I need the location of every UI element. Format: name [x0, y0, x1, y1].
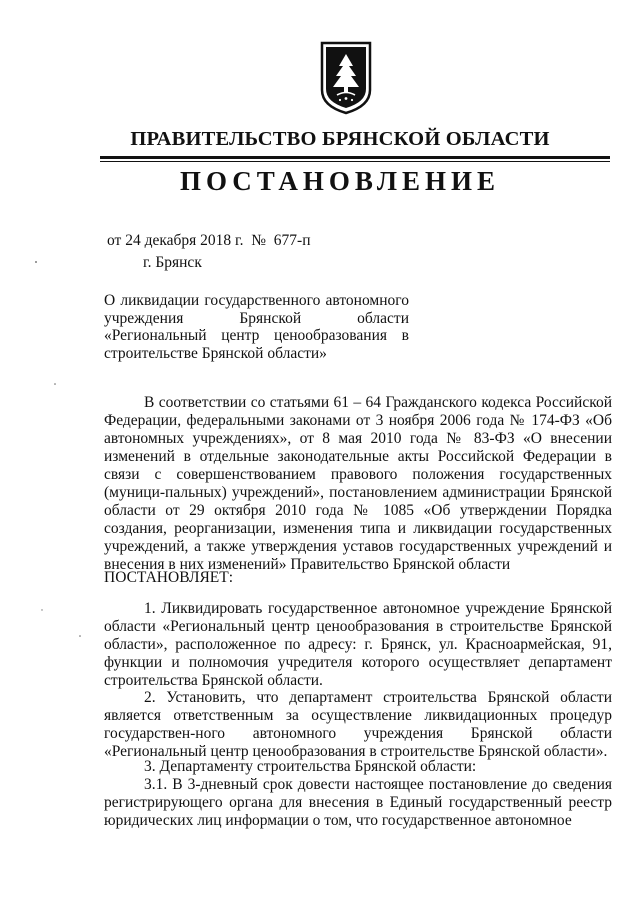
document-subject: О ликвидации государственного автономного учреждения Брянской области «Региональный центр ценообразования в строительстве Брянской области» [104, 292, 409, 362]
government-title: ПРАВИТЕЛЬСТВО БРЯНСКОЙ ОБЛАСТИ [130, 128, 550, 150]
clause-1: 1. Ликвидировать государственное автономное учреждение Брянской области «Региональный центр ценообразования в строительстве Брянской области», расположенное по адресу: г. Брянск, ул. Красноармейская, 91, функции и полномочия учредителя которого осуществляет департамент строительства Брянской области. [104, 600, 612, 689]
document-date-number: от 24 декабря 2018 г. № 677-п [107, 232, 311, 249]
document-city: г. Брянск [143, 254, 202, 271]
header-rule-thick [100, 156, 610, 159]
document-type-heading: ПОСТАНОВЛЕНИЕ [179, 166, 501, 196]
preamble-paragraph: В соответствии со статьями 61 – 64 Гражданского кодекса Российской Федерации, федеральными законами от 3 ноября 2006 года № 174-ФЗ «Об автономных учреждениях», от 8 мая 2010 года № 83-ФЗ «О внесении изменений в отдельные законодательные акты Российской Федерации в связи с совершенствованием правового положения государственных (муници-пальных) учреждений», постановлением администрации Брянской области от 29 октября 2010 года № 1085 «Об утверждении Порядка создания, реорганизации, изменения типа и ликвидации государственных учреждений, а также утверждения уставов государственных учреждений и внесения в них изменений» Правительство Брянской области [104, 394, 612, 573]
clause-3: 3. Департаменту строительства Брянской области: [144, 758, 477, 775]
header-rule-thin [100, 161, 610, 162]
clause-2: 2. Установить, что департамент строительства Брянской области является ответственным за осуществление ликвидационных процедур государствен-ного автономного учреждения Брянской области «Региональный центр ценообразования в строительстве Брянской области». [104, 689, 612, 760]
resolves-heading: ПОСТАНОВЛЯЕТ: [104, 569, 234, 586]
bryansk-coat-of-arms-icon [318, 40, 374, 116]
clause-3-1: 3.1. В 3-дневный срок довести настоящее постановление до сведения регистрирующего органа для внесения в Единый государственный реестр юридических лиц информации о том, что государственное автономное [104, 776, 612, 829]
